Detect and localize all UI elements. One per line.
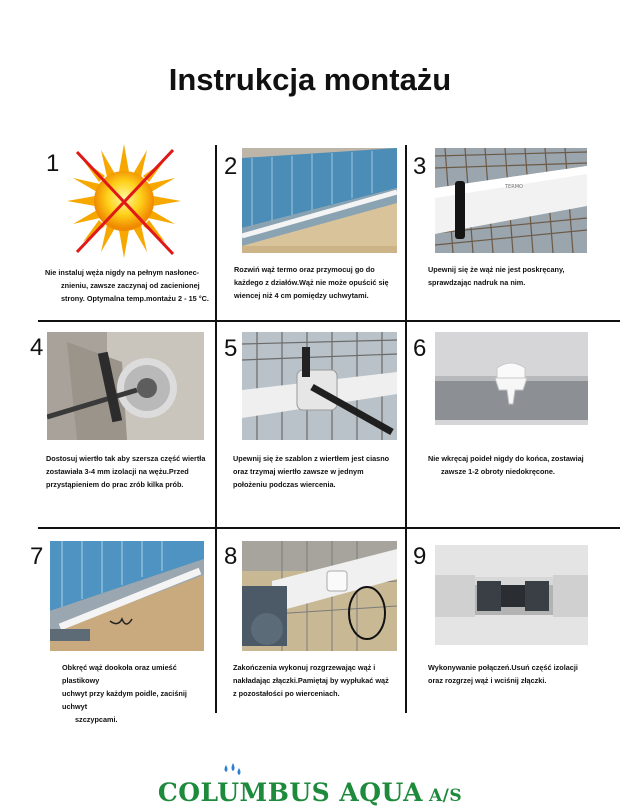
step-8-photo (242, 541, 397, 651)
step-3-photo (435, 148, 587, 253)
step-6-number: 6 (413, 335, 427, 362)
step-5-number: 5 (224, 335, 238, 362)
step-7-photo (50, 541, 204, 651)
page-title: Instrukcja montażu (168, 62, 452, 97)
step-9-caption: Wykonywanie połączeń.Usuń część izolacji oraz rozgrzej wąż i wciśnij złączki. (428, 663, 578, 685)
step-4-number: 4 (30, 334, 44, 361)
grid-vertical-line-1 (215, 145, 217, 713)
step-5-photo (242, 332, 397, 440)
water-drops-icon (222, 763, 244, 779)
step-5-caption: Upewnij się że szablon z wiertłem jest ciasno oraz trzymaj wiertło zawsze w jednym położeniu podczas wiercenia. (233, 454, 390, 489)
step-6-caption: Nie wkręcaj poideł nigdy do końca, zostawiaj zawsze 1-2 obroty niedokręcone. (428, 454, 584, 476)
step-3-caption: Upewnij się że wąż nie jest poskręcany, sprawdzając nadruk na nim. (428, 265, 565, 287)
step-1-number: 1 (46, 150, 60, 177)
grid-horizontal-line-2 (38, 527, 620, 529)
step-8-caption: Zakończenia wykonuj rozgrzewając wąż i nakładając złączki.Pamiętaj by wypłukać wąż z pozostałości po wierceniach. (233, 663, 389, 698)
svg-text:TERMO: TERMO (505, 184, 523, 190)
step-4-photo (47, 332, 204, 440)
grid-horizontal-line-1 (38, 320, 620, 322)
step-2-number: 2 (224, 153, 238, 180)
crossed-sun-icon (65, 142, 183, 260)
step-3-number: 3 (413, 153, 427, 180)
step-8-number: 8 (224, 543, 238, 570)
step-2-photo (242, 148, 397, 253)
step-7-caption: Obkręć wąż dookoła oraz umieść plastikowy uchwyt przy każdym poidle, zaciśnij uchwyt szczypcami. (62, 663, 187, 724)
step-6-photo (435, 332, 588, 425)
company-logo (0, 778, 620, 807)
step-9-photo (435, 545, 588, 645)
step-9-number: 9 (413, 543, 427, 570)
logo-main-text: COLUMBUS AQUA (157, 778, 423, 807)
step-1-caption: Nie instaluj węża nigdy na pełnym nasłonec- znieniu, zawsze zaczynaj od zacienionej strony. Optymalna temp.montażu 2 - 15 °C. (45, 268, 209, 303)
step-4-caption: Dostosuj wiertło tak aby szersza część wiertła zostawiała 3-4 mm izolacji na wężu.Przed przystąpieniem do prac zrób kilka prób. (46, 454, 206, 489)
step-2-caption: Rozwiń wąż termo oraz przymocuj go do każdego z działów.Wąż nie może opuścić się wiencej niż 4 cm pomiędzy uchwytami. (234, 265, 389, 300)
logo-suffix-text: A/S (428, 786, 463, 806)
grid-vertical-line-2 (405, 145, 407, 713)
step-7-number: 7 (30, 543, 44, 570)
